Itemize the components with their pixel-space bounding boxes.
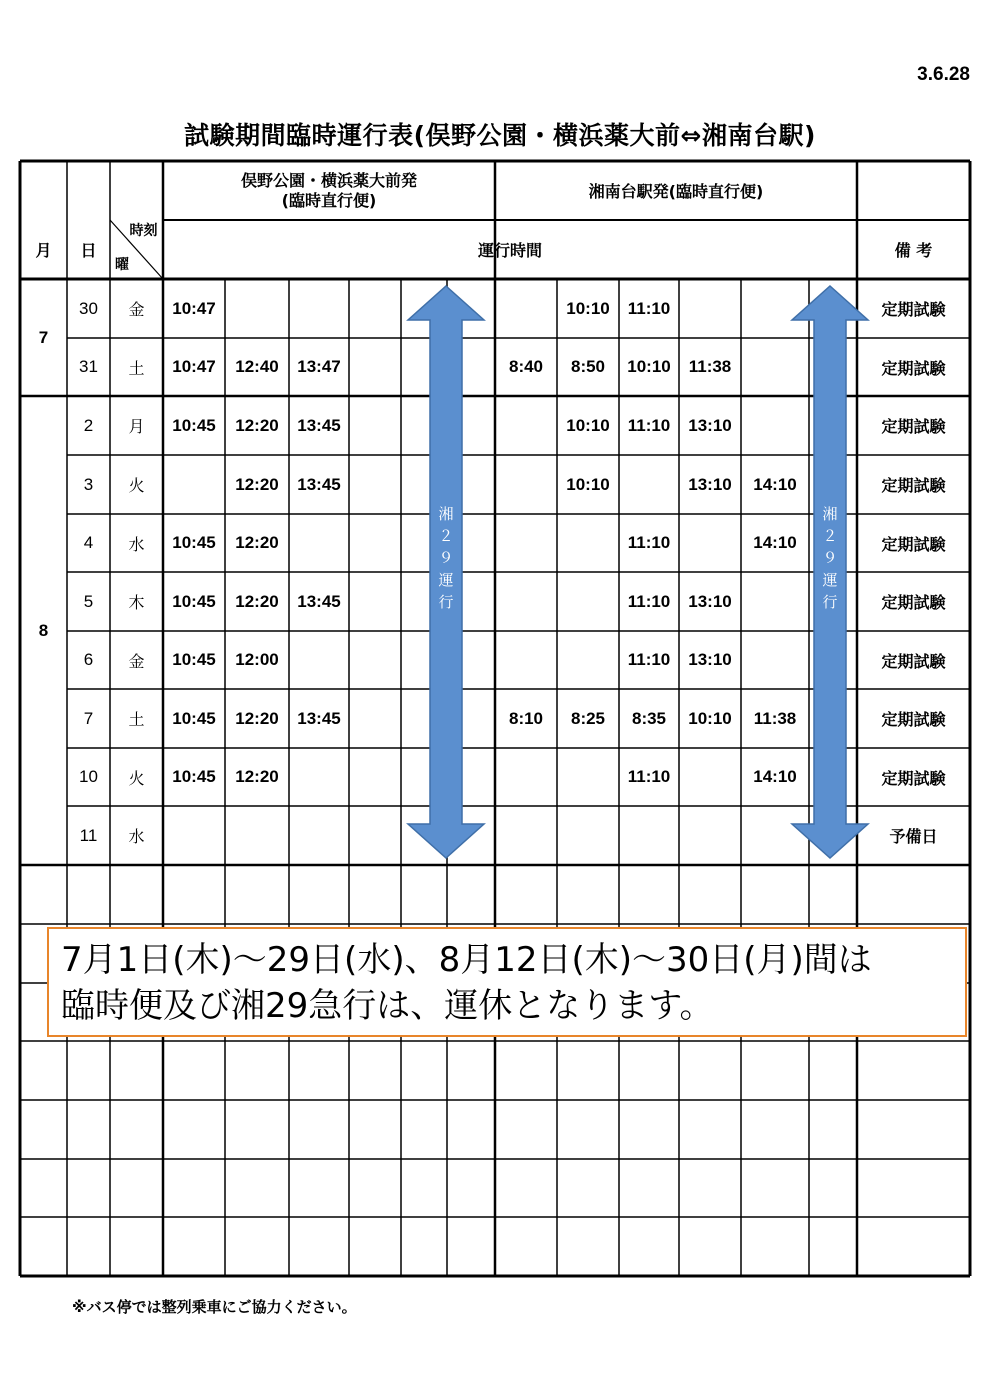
header-group-shonandai: 湘南台駅発(臨時直行便) bbox=[588, 182, 764, 201]
row-remarks: 定期試験 bbox=[881, 300, 946, 319]
header-day: 日 bbox=[80, 241, 97, 260]
departure-time-shonandai: 14:10 bbox=[753, 767, 797, 786]
departure-time-matano: 13:47 bbox=[297, 357, 341, 376]
departure-time-matano: 10:45 bbox=[172, 533, 216, 552]
month-cell-july: 7 bbox=[38, 327, 49, 347]
row-weekday: 金 bbox=[128, 651, 145, 671]
departure-time-matano: 12:20 bbox=[235, 474, 279, 494]
notice-line-1: 7月1日(木)～29日(水)、8月12日(木)～30日(月)間は bbox=[61, 940, 872, 980]
departure-time-matano: 10:47 bbox=[172, 298, 216, 318]
departure-time-shonandai: 11:10 bbox=[627, 415, 671, 435]
arrow-label-char: 運 bbox=[438, 571, 454, 589]
departure-time-shonandai: 8:10 bbox=[508, 708, 544, 728]
row-day: 3 bbox=[83, 474, 94, 494]
departure-time-matano: 12:20 bbox=[235, 533, 279, 552]
row-remarks: 定期試験 bbox=[881, 593, 946, 612]
departure-time-matano: 10:47 bbox=[172, 357, 216, 376]
row-weekday: 土 bbox=[128, 710, 145, 729]
arrow-label-char: ２ bbox=[438, 527, 454, 545]
row-weekday: 水 bbox=[128, 534, 145, 554]
departure-time-shonandai: 11:38 bbox=[753, 708, 797, 728]
departure-time-shonandai: 11:10 bbox=[627, 533, 671, 552]
departure-time-matano: 12:20 bbox=[235, 708, 279, 728]
departure-time-matano: 10:45 bbox=[172, 767, 216, 786]
row-day: 10 bbox=[79, 767, 98, 786]
departure-time-shonandai: 11:10 bbox=[627, 767, 671, 786]
departure-time-shonandai: 10:10 bbox=[566, 415, 610, 435]
departure-time-matano: 10:45 bbox=[172, 650, 216, 669]
row-weekday: 木 bbox=[128, 593, 145, 612]
departure-time-matano: 10:45 bbox=[172, 708, 216, 728]
row-day: 6 bbox=[83, 650, 94, 669]
departure-time-matano: 10:45 bbox=[172, 415, 216, 435]
row-weekday: 土 bbox=[128, 358, 145, 378]
departure-time-matano: 13:45 bbox=[297, 474, 341, 494]
header-run-time: 運行時間 bbox=[477, 241, 542, 260]
departure-time-shonandai: 10:10 bbox=[627, 357, 671, 376]
departure-time-shonandai: 14:10 bbox=[753, 474, 797, 494]
arrow-label-char: ９ bbox=[822, 549, 838, 567]
departure-time-matano: 12:20 bbox=[235, 767, 279, 786]
arrow-label-char: ９ bbox=[438, 549, 454, 567]
page-title: 試験期間臨時運行表(俣野公園・横浜薬大前⇔湘南台駅) bbox=[184, 121, 816, 150]
departure-time-matano: 13:45 bbox=[297, 415, 341, 435]
row-weekday: 月 bbox=[128, 417, 145, 436]
row-remarks: 予備日 bbox=[889, 827, 938, 846]
departure-time-shonandai: 13:10 bbox=[688, 591, 732, 611]
departure-time-shonandai: 8:35 bbox=[631, 708, 667, 728]
departure-time-shonandai: 11:10 bbox=[627, 298, 671, 318]
row-remarks: 定期試験 bbox=[881, 534, 946, 554]
row-day: 7 bbox=[83, 708, 94, 728]
revision-date: 3.6.28 bbox=[917, 64, 970, 85]
row-day: 5 bbox=[83, 591, 94, 611]
row-weekday: 火 bbox=[128, 476, 145, 495]
shonan29-arrow-left-label bbox=[431, 503, 461, 613]
arrow-label-char: 運 bbox=[822, 571, 838, 589]
departure-time-shonandai: 8:50 bbox=[570, 357, 606, 376]
arrow-label-char: ２ bbox=[822, 527, 838, 545]
departure-time-shonandai: 8:40 bbox=[508, 357, 544, 376]
row-day: 11 bbox=[79, 825, 98, 845]
row-day: 31 bbox=[79, 357, 98, 376]
departure-time-shonandai: 10:10 bbox=[688, 708, 732, 728]
footnote: ※バス停では整列乗車にご協力ください。 bbox=[72, 1298, 357, 1316]
departure-time-matano: 13:45 bbox=[297, 708, 341, 728]
departure-time-shonandai: 11:10 bbox=[627, 591, 671, 611]
header-group-matano bbox=[163, 161, 495, 220]
row-day: 2 bbox=[83, 415, 94, 435]
row-weekday: 水 bbox=[128, 827, 145, 846]
departure-time-matano: 12:20 bbox=[235, 591, 279, 611]
departure-time-matano: 12:40 bbox=[235, 357, 279, 376]
row-remarks: 定期試験 bbox=[881, 710, 946, 729]
row-remarks: 定期試験 bbox=[881, 417, 946, 436]
departure-time-matano: 12:20 bbox=[235, 415, 279, 435]
notice-line-2: 臨時便及び湘29急行は、運休となります。 bbox=[61, 986, 714, 1026]
departure-time-matano: 12:00 bbox=[235, 650, 279, 669]
arrow-label-char: 湘 bbox=[822, 505, 838, 523]
departure-time-shonandai: 8:25 bbox=[570, 708, 606, 728]
header-month: 月 bbox=[35, 241, 52, 260]
header-time-label: 時刻 bbox=[129, 223, 158, 239]
departure-time-shonandai: 13:10 bbox=[688, 650, 732, 669]
departure-time-shonandai: 11:38 bbox=[688, 357, 732, 376]
departure-time-shonandai: 13:10 bbox=[688, 415, 732, 435]
row-weekday: 金 bbox=[128, 300, 145, 319]
row-remarks: 定期試験 bbox=[881, 768, 946, 788]
header-weekday-label: 曜 bbox=[115, 257, 129, 273]
header-group-matano-line: (臨時直行便) bbox=[281, 190, 377, 210]
departure-time-shonandai: 14:10 bbox=[753, 533, 797, 552]
month-cell-august: 8 bbox=[38, 620, 49, 640]
row-remarks: 定期試験 bbox=[881, 651, 946, 671]
departure-time-shonandai: 13:10 bbox=[688, 474, 732, 494]
row-weekday: 火 bbox=[128, 768, 145, 788]
departure-time-shonandai: 10:10 bbox=[566, 474, 610, 494]
arrow-label-char: 湘 bbox=[438, 505, 454, 523]
header-group-matano-line: 俣野公園・横浜薬大前発 bbox=[240, 170, 417, 190]
departure-time-shonandai: 11:10 bbox=[627, 650, 671, 669]
suspension-notice bbox=[47, 927, 967, 1037]
shonan29-arrow-right-label bbox=[815, 503, 845, 613]
departure-time-matano: 13:45 bbox=[297, 591, 341, 611]
row-day: 30 bbox=[79, 298, 98, 318]
arrow-label-char: 行 bbox=[438, 593, 454, 611]
header-remarks: 備 考 bbox=[894, 241, 933, 260]
row-day: 4 bbox=[83, 533, 94, 552]
row-remarks: 定期試験 bbox=[881, 476, 946, 495]
row-remarks: 定期試験 bbox=[881, 358, 946, 378]
departure-time-shonandai: 10:10 bbox=[566, 298, 610, 318]
arrow-label-char: 行 bbox=[822, 593, 838, 611]
departure-time-matano: 10:45 bbox=[172, 591, 216, 611]
